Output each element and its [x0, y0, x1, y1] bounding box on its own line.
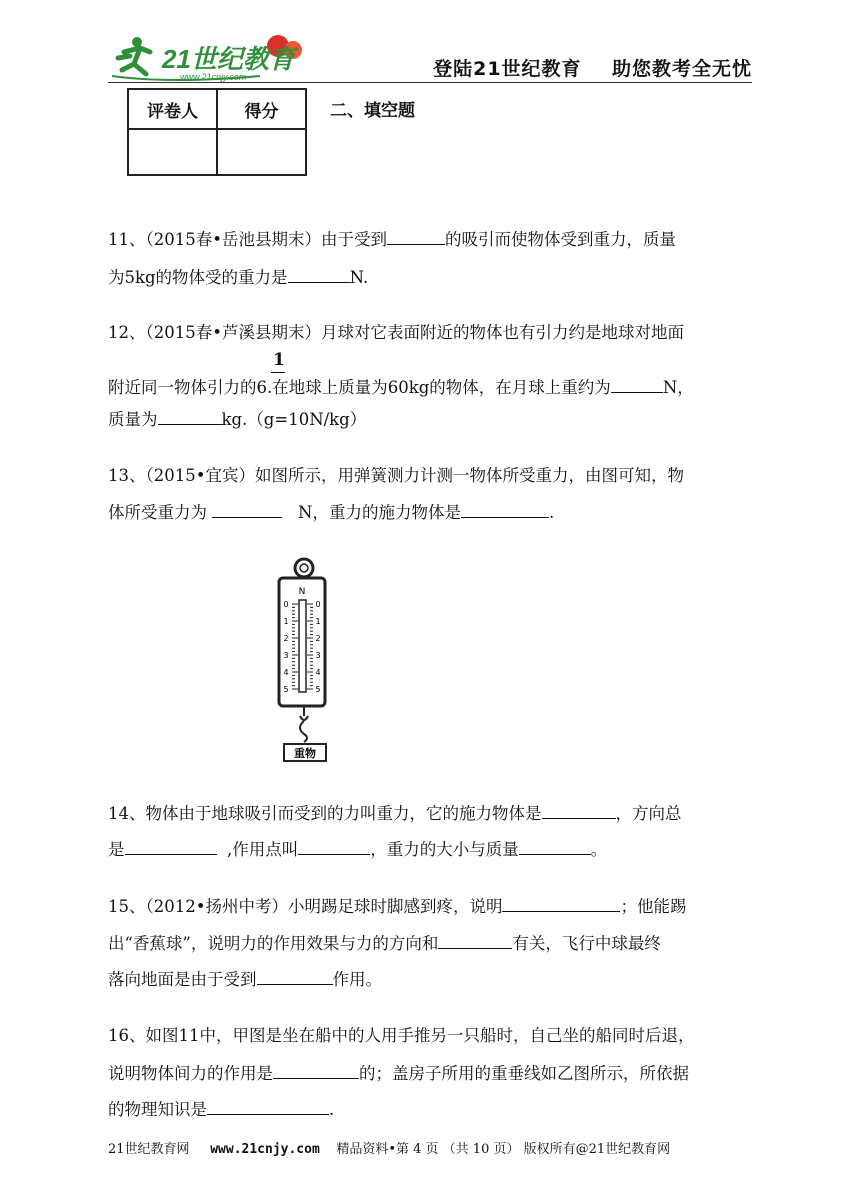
logo-url: www.21cnjy.com — [180, 72, 247, 82]
q15-blank3[interactable] — [257, 968, 333, 985]
score-cell[interactable] — [217, 129, 306, 175]
q15-line3: 落向地面是由于受到 作用。 — [108, 970, 382, 989]
q12-line1: 12、（2015春•芦溪县期末）月球对它表面附近的物体也有引力约是地球对地面 — [108, 323, 684, 342]
header-divider — [108, 82, 752, 83]
q16-line2: 说明物体间力的作用是 的；盖房子所用的重垂线如乙图所示，所依据 — [108, 1064, 689, 1083]
q11-line1: 11、（2015春•岳池县期末）由于受到 的吸引而使物体受到重力，质量 — [108, 230, 676, 249]
scale-tick-label: 3 — [283, 651, 289, 660]
header-tagline: 登陆21世纪教育 助您教考全无忧 — [433, 58, 752, 80]
logo-text: 21世纪教育 — [162, 44, 295, 74]
scale-tick-label: 0 — [315, 600, 321, 609]
q14-blank2[interactable] — [125, 838, 217, 855]
q12-line3: 质量为 kg.（g=10N/kg） — [108, 410, 367, 429]
q12-line2: 附近同一物体引力的6.在地球上质量为60kg的物体，在月球上重约为 N， — [108, 378, 694, 397]
q14-line2: 是 ,作用点叫 ，重力的大小与质量 。 — [108, 840, 608, 859]
footer-url[interactable]: www.21cnjy.com — [210, 1142, 320, 1157]
q14-line1: 14、物体由于地球吸引而受到的力叫重力，它的施力物体是 ，方向总 — [108, 804, 682, 823]
footer-copyright: 精品资料•第 4 页 （共 10 页） 版权所有@21世纪教育网 — [336, 1142, 671, 1157]
q14-blank4[interactable] — [519, 838, 591, 855]
scale-tick-label: 1 — [315, 617, 321, 626]
scale-tick-label: 2 — [315, 634, 321, 643]
q11-blank2[interactable] — [288, 266, 350, 283]
fraction-bar — [271, 372, 285, 373]
scale-tick-label: 2 — [283, 634, 289, 643]
page-footer — [108, 1138, 670, 1157]
scale-tick-label: 5 — [315, 685, 321, 694]
grader-header: 评卷人 — [128, 89, 217, 129]
q15-blank1[interactable] — [502, 895, 620, 912]
spring-scale-figure — [276, 556, 336, 764]
site-logo — [110, 30, 310, 86]
runner-icon — [118, 37, 150, 74]
score-header: 得分 — [217, 89, 306, 129]
q16-blank2[interactable] — [207, 1098, 329, 1115]
q13-blank1[interactable] — [212, 501, 282, 518]
q12-blank1[interactable] — [611, 376, 663, 393]
q13-blank2[interactable] — [461, 501, 549, 518]
q14-blank1[interactable] — [542, 802, 616, 819]
q14-blank3[interactable] — [298, 838, 370, 855]
footer-site: 21世纪教育网 — [108, 1142, 190, 1157]
scale-tick-label: 5 — [283, 685, 289, 694]
scale-tick-label: 4 — [283, 668, 289, 677]
q15-blank2[interactable] — [438, 932, 512, 949]
scale-tick-label: 0 — [283, 600, 289, 609]
q15-line1: 15、（2012•扬州中考）小明踢足球时脚感到疼，说明 ；他能踢 — [108, 897, 687, 916]
q13-line2: 体所受重力为 N，重力的施力物体是 . — [108, 503, 555, 522]
section-title: 二、填空题 — [330, 101, 415, 121]
scale-unit-label: N — [298, 587, 306, 597]
grader-cell[interactable] — [128, 129, 217, 175]
q16-line1: 16、如图11中，甲图是坐在船中的人用手推另一只船时，自己坐的船同时后退， — [108, 1026, 695, 1045]
scale-tick-label: 3 — [315, 651, 321, 660]
q16-line3: 的物理知识是 . — [108, 1100, 335, 1119]
weight-label: 重物 — [294, 747, 316, 760]
fraction-denominator: 6 — [256, 378, 267, 397]
q11-blank1[interactable] — [387, 228, 445, 245]
q15-line2: 出“香蕉球”，说明力的作用效果与力的方向和 有关，飞行中球最终 — [108, 934, 661, 953]
score-table — [127, 88, 307, 176]
q11-line2: 为5kg的物体受的重力是 N. — [108, 268, 369, 287]
scale-tick-label: 1 — [283, 617, 289, 626]
q13-line1: 13、（2015•宜宾）如图所示，用弹簧测力计测一物体所受重力，由图可知，物 — [108, 466, 684, 485]
fraction-numerator: 1 — [273, 350, 285, 370]
q16-blank1[interactable] — [273, 1062, 359, 1079]
scale-tick-label: 4 — [315, 668, 321, 677]
q12-blank2[interactable] — [158, 408, 222, 425]
